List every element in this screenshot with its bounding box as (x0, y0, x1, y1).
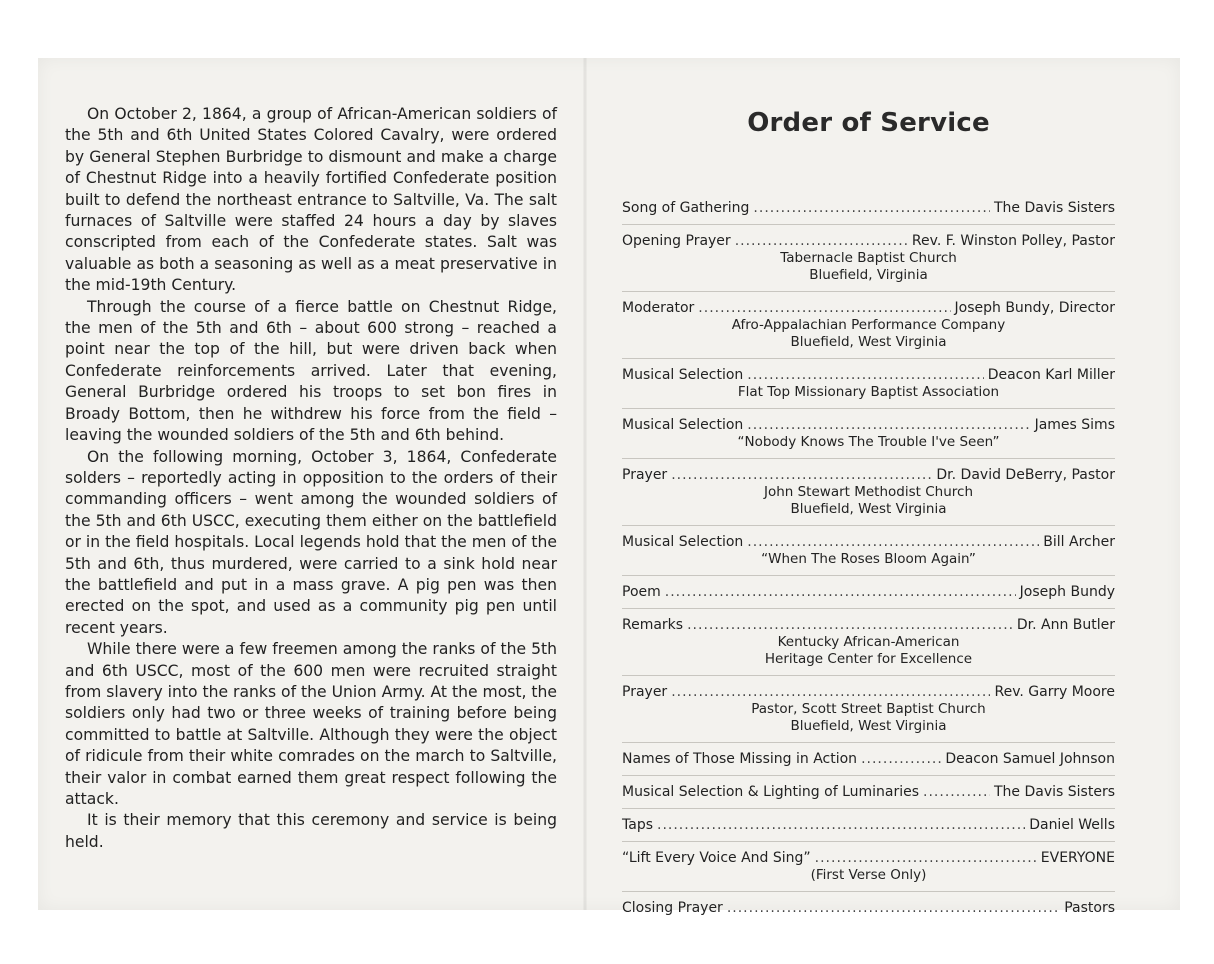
program-item-detail: Bluefield, West Virginia (790, 334, 947, 350)
dot-leader (671, 684, 990, 701)
narrative-paragraph: Through the course of a fierce battle on Chestnut Ridge, the men of the 5th and 6th – about 600 strong – reached a point near the top of the hill, but were driven back when Confederate reinforcements arrived. Later that evening, General Burbridge ordered his troops to set bon fires in Broady Bottom, then he withdrew his force from the field – leaving the wounded soldiers of the 5th and 6th behind. (65, 297, 557, 445)
program-item-person: Dr. Ann Butler (1016, 617, 1115, 633)
narrative-paragraph: On October 2, 1864, a group of African-American soldiers of the 5th and 6th United States Colored Cavalry, were ordered by General Stephen Burbridge to dismount and make a charge of Chestnut Ridge into a heavily fortified Confederate position built to defend the northeast entrance to Saltville, Va. The salt furnaces of Saltville were staffed 24 hours a day by slaves conscripted from each of the Confederate states. Salt was valuable as both a seasoning as well as a meat preservative in the mid-19th Century. (65, 105, 557, 295)
program-item-detail: Flat Top Missionary Baptist Association (737, 384, 1000, 400)
program-item (622, 584, 1115, 609)
program-item-label: Musical Selection (622, 367, 744, 383)
program-item-person: Pastors (1064, 900, 1115, 916)
program-item-person: Deacon Samuel Johnson (945, 751, 1115, 767)
center-fold (583, 58, 587, 910)
program-item-row (622, 900, 1115, 917)
program-item (622, 817, 1115, 842)
program-item-person: Rev. Garry Moore (994, 684, 1115, 700)
program-item-detail: Bluefield, West Virginia (790, 718, 947, 734)
program-item-detail: Kentucky African-American (777, 634, 960, 650)
program-item-row (622, 534, 1115, 551)
program-item-label: Prayer (622, 467, 668, 483)
program-item-label: Moderator (622, 300, 695, 316)
program-item-person: James Sims (1034, 417, 1115, 433)
dot-leader (698, 300, 950, 317)
program-item (622, 417, 1115, 459)
program-item-detail: Pastor, Scott Street Baptist Church (751, 701, 986, 717)
dot-leader (657, 817, 1025, 834)
program-item (622, 534, 1115, 576)
program-item-detail: “Nobody Knows The Trouble I've Seen” (737, 434, 1000, 450)
program-item-row (622, 684, 1115, 701)
program-item-row (622, 751, 1115, 768)
program-item-detail: Bluefield, West Virginia (790, 501, 947, 517)
program-item-label: Opening Prayer (622, 233, 731, 249)
dot-leader (671, 467, 932, 484)
program-item-row (622, 850, 1115, 867)
program-item-detail: Heritage Center for Excellence (764, 651, 973, 667)
dot-leader (665, 584, 1016, 601)
program-item-person: EVERYONE (1040, 850, 1115, 866)
dot-leader (747, 417, 1030, 434)
program-item-person: Bill Archer (1043, 534, 1115, 550)
program-item (622, 617, 1115, 676)
program-item-row (622, 617, 1115, 634)
program-item-detail: Tabernacle Baptist Church (780, 250, 957, 266)
program-item (622, 233, 1115, 292)
program-item-label: Names of Those Missing in Action (622, 751, 858, 767)
program-item-label: Song of Gathering (622, 200, 750, 216)
history-narrative (65, 104, 557, 853)
program-item-person: Joseph Bundy (1019, 584, 1115, 600)
program-item-person: Joseph Bundy, Director (954, 300, 1115, 316)
order-of-service (622, 108, 1115, 932)
program-item-label: Poem (622, 584, 661, 600)
program-item-label: Musical Selection (622, 534, 744, 550)
program-item (622, 200, 1115, 225)
program-item-person: Deacon Karl Miller (987, 367, 1115, 383)
program-item (622, 300, 1115, 359)
narrative-paragraph: While there were a few freemen among the ranks of the 5th and 6th USCC, most of the 600 men were recruited straight from slavery into the ranks of the Union Army. At the most, the soldiers only had two or three weeks of training before being committed to battle at Saltville. Although they were the object of ridicule from their white comrades on the march to Saltville, their valor in combat earned them great respect following the attack. (65, 640, 557, 808)
program-item (622, 850, 1115, 892)
program-item-label: Musical Selection & Lighting of Luminaries (622, 784, 920, 800)
program-item-row (622, 300, 1115, 317)
program-item-person: The Davis Sisters (994, 784, 1115, 800)
program-item-label: Taps (622, 817, 653, 833)
program-item-row (622, 817, 1115, 834)
dot-leader (753, 200, 990, 217)
program-item-label: “Lift Every Voice And Sing” (622, 850, 811, 866)
dot-leader (747, 534, 1039, 551)
program-item-label: Musical Selection (622, 417, 744, 433)
narrative-paragraph: It is their memory that this ceremony and service is being held. (65, 811, 557, 851)
program-item-detail: Bluefield, Virginia (809, 267, 928, 283)
narrative-paragraph: On the following morning, October 3, 1864, Confederate solders – reportedly acting in opposition to the orders of their commanding officers – went among the wounded soldiers of the 5th and 6th USCC, executing them either on the battlefield or in the field hospitals. Local legends hold that the men of the 5th and 6th, thus murdered, were carried to a sink hold near the battlefield and put in a mass grave. A pig pen was then erected on the spot, and used as a community pig pen until recent years. (65, 447, 557, 637)
program-item-row (622, 233, 1115, 250)
program-item-row (622, 784, 1115, 801)
program-item-row (622, 367, 1115, 384)
dot-leader (747, 367, 983, 384)
program-item-detail: (First Verse Only) (810, 867, 927, 883)
dot-leader (687, 617, 1013, 634)
program-item-detail: “When The Roses Bloom Again” (761, 551, 976, 567)
program-item (622, 784, 1115, 809)
dot-leader (923, 784, 990, 801)
program-item (622, 367, 1115, 409)
dot-leader (815, 850, 1037, 867)
program-item-row (622, 417, 1115, 434)
program-item-person: Dr. David DeBerry, Pastor (936, 467, 1115, 483)
program-item-row (622, 584, 1115, 601)
program-item-detail: Afro-Appalachian Performance Company (731, 317, 1006, 333)
program-item (622, 751, 1115, 776)
program-list (622, 200, 1115, 924)
program-item-label: Closing Prayer (622, 900, 723, 916)
program-item-detail: John Stewart Methodist Church (763, 484, 974, 500)
program-item (622, 900, 1115, 924)
dot-leader (727, 900, 1060, 917)
program-item-row (622, 467, 1115, 484)
program-title: Order of Service (747, 108, 990, 138)
program-item (622, 684, 1115, 743)
dot-leader (861, 751, 941, 768)
program-item (622, 467, 1115, 526)
program-item-label: Prayer (622, 684, 668, 700)
program-item-person: Rev. F. Winston Polley, Pastor (911, 233, 1115, 249)
program-item-person: The Davis Sisters (994, 200, 1115, 216)
program-item-row (622, 200, 1115, 217)
program-item-label: Remarks (622, 617, 684, 633)
program-item-person: Daniel Wells (1029, 817, 1115, 833)
dot-leader (735, 233, 908, 250)
